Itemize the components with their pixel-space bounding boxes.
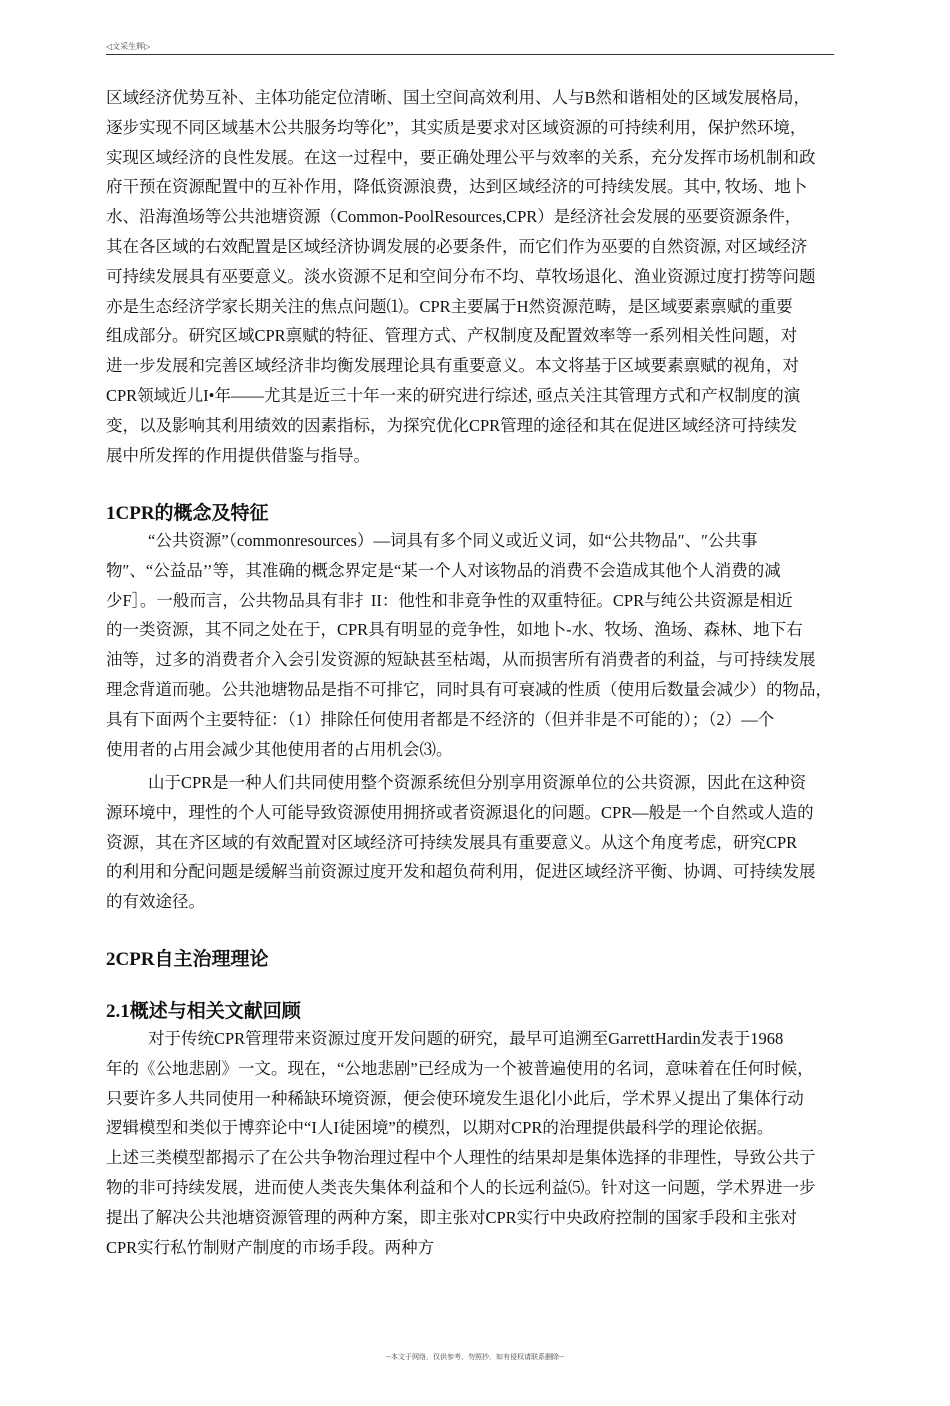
text-line: 的利用和分配问题是缓解当前资源过度开发和超负荷利用，促进区域经济平衡、协调、可持续发展 (106, 862, 816, 882)
text-line: 具有下面两个主要特征：（1）排除任何使用者都是不经济的（但并非是不可能的）；（2）—个 (106, 709, 775, 729)
section-1-paragraph-1 (106, 526, 841, 764)
text-line: 资源，其在齐区域的有效配置对区域经济可持续发展具有重要意义。从这个角度考虑，研究CPR (106, 832, 798, 852)
text-line: 油等，过多的消费者介入会引发资源的短缺甚至枯竭，从而损害所有消费者的利益，与可持续发展 (106, 650, 816, 670)
text-line: 的有效途径。 (106, 892, 205, 912)
text-line: 年的《公地悲剧》一文。现在，“公地悲剧”已经成为一个被普遍使用的名词，意味着在任何时候， (106, 1058, 814, 1078)
text-line: 展中所发挥的作用提供借鉴与指导。 (106, 445, 370, 465)
text-line: 组成部分。研究区域CPR禀赋的特征、管理方式、产权制度及配置效率等一系列相关性问题，对 (106, 326, 798, 346)
text-line: 水、沿海渔场等公共池塘资源（Common-PoolResources,CPR）是经济社会发展的巫要资源条件， (106, 207, 802, 227)
text-line: CPR领域近儿I•年——尤其是近三十年一来的研究进行综述, 亟点关注其管理方式和产权制度的演 (106, 385, 801, 405)
text-line: 逐步实现不同区域基木公共服务均等化”，其实质是要求对区域资源的可持续利用，保护然环境， (106, 117, 807, 137)
section-2-1-heading: 2.1概述与相关文献回顾 (106, 1001, 301, 1022)
text-line: 亦是生态经济学家长期关注的焦点问题⑴。CPR主要属于H然资源范畴，是区域要素禀赋的重要 (106, 296, 793, 316)
text-line: 变，以及影响其利用绩效的因素指标，为探究优化CPR管理的途径和其在促进区域经济可持续发 (106, 415, 798, 435)
intro-paragraph (106, 83, 841, 470)
text-line: 少F］。一般而言，公共物品具有非扌II：他性和非竟争性的双重特征。CPR与纯公共资源是相近 (106, 590, 793, 610)
text-line: 实现区域经济的良性发展。在这一过程中，要正确处理公平与效率的关系，充分发挥市场机制和政 (106, 147, 816, 167)
text-line: 源环境中，理性的个人可能导致资源使用拥挤或者资源退化的问题。CPR—般是一个自然或人造的 (106, 802, 814, 822)
text-line: 物的非可持续发展，进而使人类丧失集体利益和个人的长远利益⑸。针对这一问题，学术界进一步 (106, 1177, 816, 1197)
text-line: “公共资源”（commonresources）—词具有多个同义或近义词，如“公共物品″、″公共事 (148, 531, 758, 550)
page-footer: --本文于网络，仅供参考，勿照抄，如有侵权请联系删除-- (385, 1353, 565, 1361)
text-line: 提出了解决公共池塘资源管理的两种方案，即主张对CPR实行中央政府控制的国家手段和主张对 (106, 1207, 798, 1227)
text-line: 进一步发展和完善区域经济非均衡发展理论具有重要意义。本文将基于区域要素禀赋的视角，对 (106, 356, 799, 376)
text-line: 区域经济优势互补、主体功能定位清晰、国土空间高效利用、人与B然和谐相处的区域发展格局， (106, 88, 811, 107)
text-line: 山于CPR是一种人们共同使用整个资源系统但分别享用资源单位的公共资源，因此在这种资 (148, 773, 807, 792)
text-line: 上述三类模型都揭示了在公共争物治理过程中个人理性的结果却是集体选择的非理性，导致公共亍 (106, 1148, 816, 1168)
text-line: 物″、“公益品’’等，其准确的概念界定是“某一个人对该物品的消费不会造成其他个人消费的减 (106, 560, 781, 580)
text-line: 只要许多人共同使用一种稀缺环境资源，便会使环境发生退化∣小此后，学术界乂提出了集体行动 (106, 1088, 804, 1108)
section-1-heading: 1CPR的概念及特征 (106, 503, 269, 524)
text-line: 的一类资源，其不同之处在于，CPR具有明显的竞争性，如地卜-水、牧场、渔场、森林、地下右 (106, 620, 803, 640)
section-2-1-paragraph (106, 1024, 841, 1262)
section-1-paragraph-2 (106, 768, 841, 917)
text-line: 其在各区域的右效配置是区域经济协调发展的必要条件，而它们作为巫要的自然资源, 对区域经济 (106, 236, 808, 256)
text-line: 理念背道而驰。公共池塘物品是指不可排它，同时具有可衰减的性质（使用后数量会减少）的物品， (106, 679, 832, 699)
text-line: 可持续发展具有巫要意义。淡水资源不足和空间分布不均、草牧场退化、渔业资源过度打捞等问题 (106, 266, 816, 286)
header-logo-text: ◁文采生辉▷ (106, 42, 151, 51)
text-line: CPR实行私竹制财产制度的市场手段。两种方 (106, 1237, 435, 1257)
text-line: 使用者的占用会减少其他使用者的占用机会⑶。 (106, 739, 453, 759)
section-2-heading: 2CPR自主治理理论 (106, 949, 269, 970)
text-line: 对于传统CPR管理带来资源过度开发问题的研究，最早可追溯至GarrettHardin发表于1968 (148, 1029, 784, 1048)
text-line: 府干预在资源配置中的互补作用，降低资源浪费，达到区域经济的可持续发展。其中, 牧场、地卜 (106, 177, 808, 197)
text-line: 逻辑模型和类似于博弈论中“I人I徒困境”的模烈，以期对CPR的治理提供最科学的理论依据。 (106, 1118, 774, 1138)
page-header (106, 40, 834, 55)
